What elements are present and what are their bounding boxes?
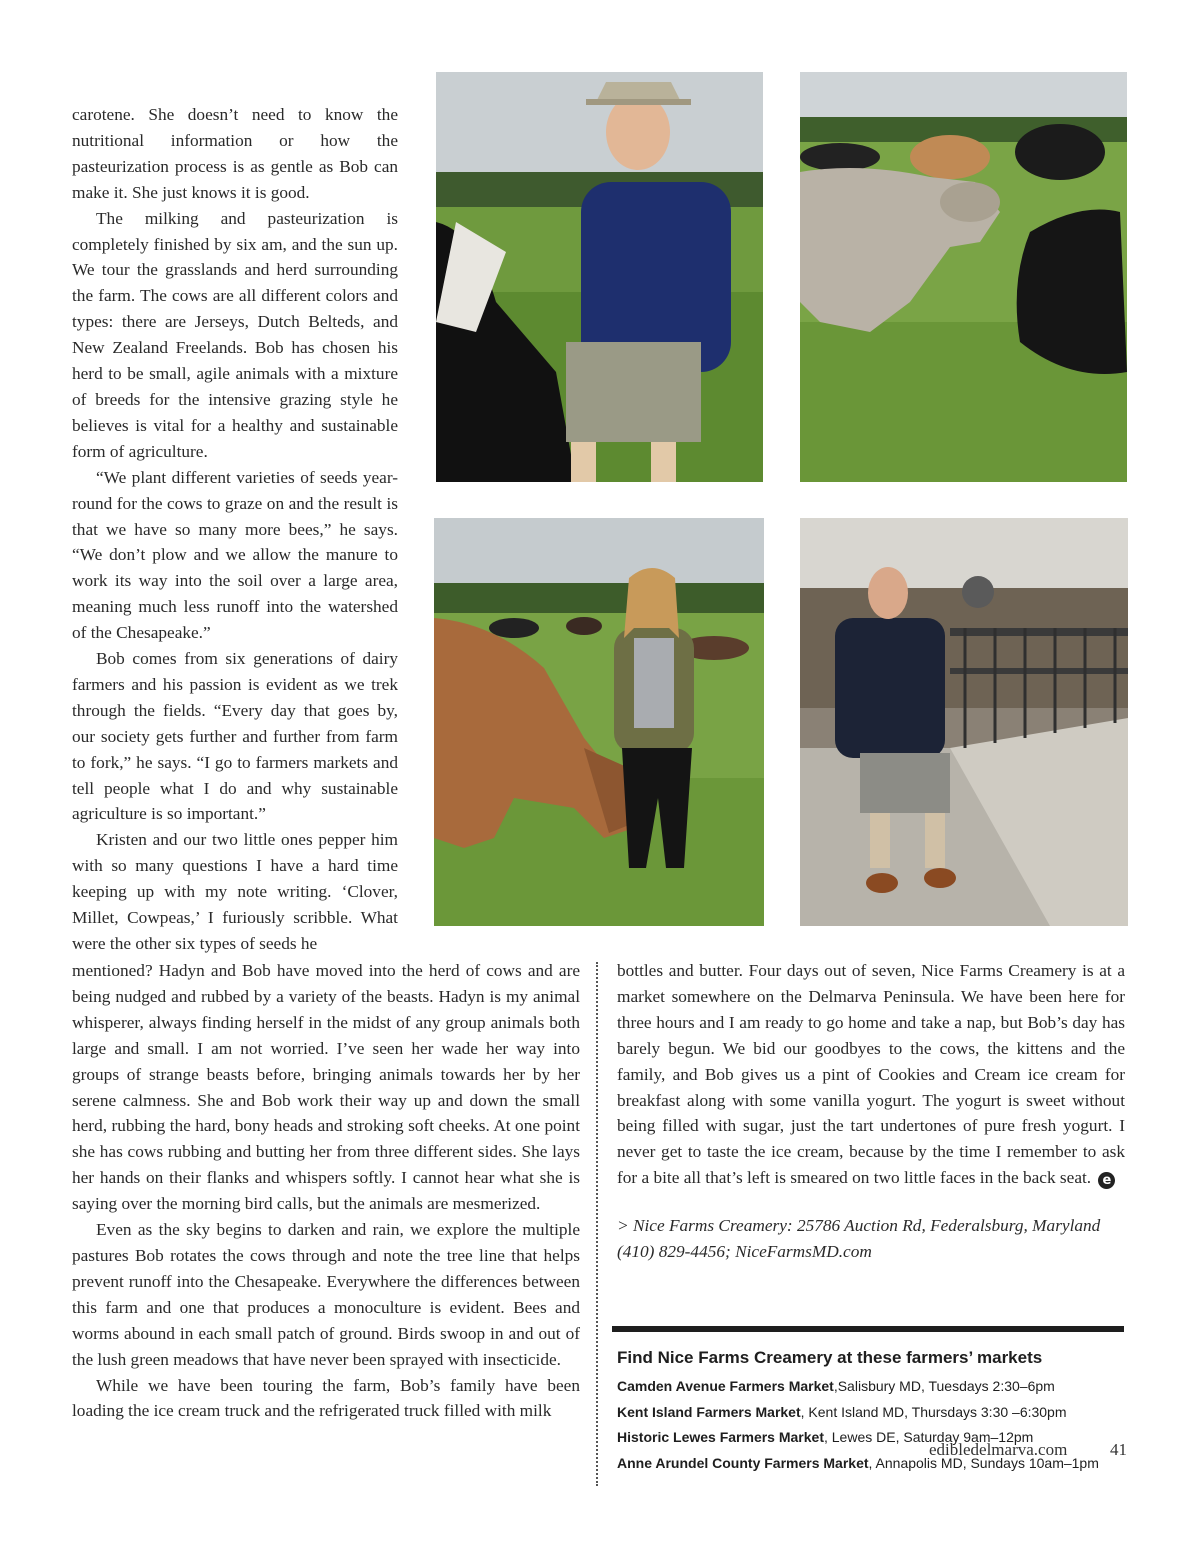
photo-bob-milking-barn bbox=[800, 518, 1128, 926]
market-name: Historic Lewes Farmers Market bbox=[617, 1429, 824, 1446]
market-details: , Kent Island MD, Thursdays 3:30 –6:30pm bbox=[800, 1403, 1067, 1420]
article-paragraph: Kristen and our two little ones pepper him with so many questions I have a hard time keeping up with my note writing. ‘Clover, Millet, Cowpeas,’ I furiously scribble. What were the other six types of seeds he bbox=[72, 830, 398, 953]
column-divider bbox=[596, 962, 598, 1486]
market-item bbox=[617, 1374, 1124, 1400]
photo-girl-with-cow bbox=[434, 518, 764, 926]
market-details: , Lewes DE, Saturday 9am–12pm bbox=[823, 1429, 1034, 1446]
article-paragraph: bottles and butter. Four days out of seven, Nice Farms Creamery is at a market somewhere on the Delmarva Peninsula. We have been here for three hours and I am ready to go home and take a nap, but Bob’s day has barely begun. We bid our goodbyes to the cows, the kittens and the family, and Bob gives us a pint of Cookies and Cream ice cream for breakfast along with some vanilla yogurt. The yogurt is sweet without being filled with sugar, just the tart undertones of pure fresh yogurt. I never get to taste the ice cream, because by the time I remember to ask for a bite all that’s left is smeared on two little faces in the back seat. e bbox=[617, 961, 1125, 1189]
market-details: ,Salisbury MD, Tuesdays 2:30–6pm bbox=[833, 1378, 1055, 1394]
article-paragraph: While we have been touring the farm, Bob’s family have been loading the ice cream truck and the refrigerated truck filled with milk bbox=[72, 1375, 580, 1421]
farm-contact-info: > Nice Farms Creamery: 25786 Auction Rd, Federalsburg, Maryland (410) 829-4456; NiceFarmsMD.com bbox=[617, 1216, 1101, 1262]
article-column-lower-left bbox=[72, 958, 580, 1424]
article-paragraph: The milking and pasteurization is completely finished by six am, and the sun up. We tour the grasslands and herd surrounding the farm. The cows are all different colors and types: there are Jerseys, Dutch Belteds, and New Zealand Freelands. Bob has chosen his herd to be small, agile animals with a mixture of breeds for the intensive grazing style he believes is vital for a healthy and sustainable form of agriculture. bbox=[72, 208, 398, 461]
market-name: Anne Arundel County Farmers Market bbox=[617, 1454, 869, 1471]
article-paragraph: mentioned? Hadyn and Bob have moved into the herd of cows and are being nudged and rubbed by a variety of the beasts. Hadyn is my animal whisperer, always finding herself in the midst of any group animals both large and small. I am not worried. I’ve seen her wade her way into groups of strange beasts before, bringing animals towards her by her serene calmness. She and Bob work their way up and down the small herd, rubbing the hard, bony heads and stroking soft cheeks. At one point she has cows rubbing and butting her from three different sides. She lays her hands on their flanks and whispers softly. I cannot hear what she is saying over the morning bird calls, but the animals are mesmerized. bbox=[72, 961, 580, 1214]
farmers-markets-list bbox=[612, 1374, 1124, 1476]
article-column-upper-left bbox=[72, 102, 398, 957]
edible-logo-icon: e bbox=[1098, 1172, 1115, 1189]
article-paragraph: “We plant different varieties of seeds year-round for the cows to graze on and the result is that we have so many more bees,” he says. “We don’t plow and we allow the manure to work its way into the soil over a large area, meaning much less runoff into the watershed of the Chesapeake.” bbox=[72, 467, 398, 643]
market-details: , Annapolis MD, Sundays 10am–1pm bbox=[868, 1454, 1099, 1471]
article-paragraph: Even as the sky begins to darken and rain, we explore the multiple pastures Bob rotates the cows through and note the tree line that helps prevent runoff into the Chesapeake. Everywhere the differences between this farm and one that produces a monoculture is evident. Bees and worms abound in each small patch of ground. Birds swoop in and out of the lush green meadows that have never been sprayed with insecticide. bbox=[72, 1220, 580, 1369]
article-paragraph: Bob comes from six generations of dairy farmers and his passion is evident as we trek through the fields. “Every day that goes by, our society gets further and further from farm to fork,” he says. “I go to farmers markets and tell people what I do and why sustainable agriculture is so important.” bbox=[72, 649, 398, 824]
photo-herd-grazing bbox=[800, 72, 1127, 482]
photo-bob-with-cow bbox=[436, 72, 763, 482]
footer-website: edibledelmarva.com bbox=[929, 1440, 1068, 1459]
market-name: Kent Island Farmers Market bbox=[617, 1403, 801, 1420]
market-item bbox=[617, 1400, 1124, 1426]
page-number: 41 bbox=[1110, 1440, 1127, 1459]
article-paragraph: carotene. She doesn’t need to know the nutritional information or how the pasteurization process is as gentle as Bob can make it. She just knows it is good. bbox=[72, 105, 398, 202]
article-column-lower-right bbox=[617, 958, 1125, 1282]
farmers-markets-heading: Find Nice Farms Creamery at these farmers’ markets bbox=[617, 1348, 1043, 1367]
market-name: Camden Avenue Farmers Market bbox=[617, 1378, 834, 1394]
